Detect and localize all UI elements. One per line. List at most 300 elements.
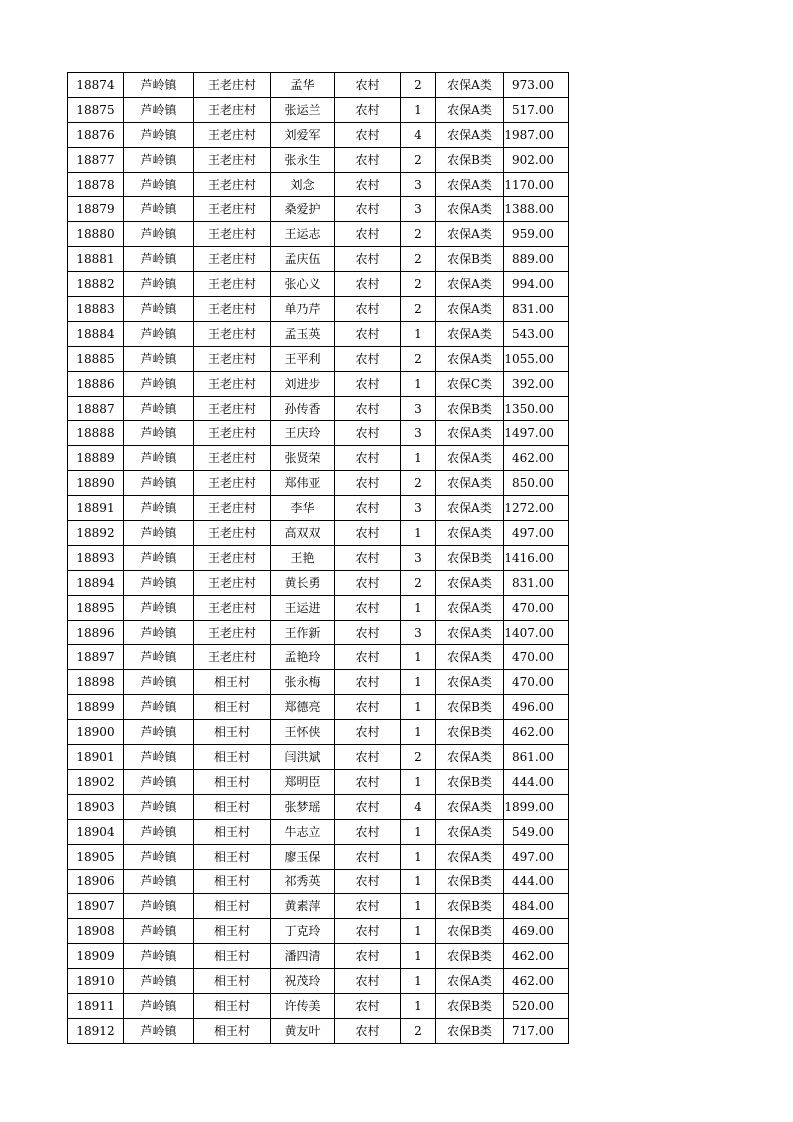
record-id-cell: 18911 <box>68 993 124 1018</box>
table-row <box>68 545 569 570</box>
village-cell: 王老庄村 <box>194 496 271 521</box>
name-cell: 王艳 <box>271 545 335 570</box>
category-cell: 农保A类 <box>436 819 504 844</box>
record-id-cell: 18875 <box>68 97 124 122</box>
amount-cell: 462.00 <box>504 720 569 745</box>
category-cell: 农保A类 <box>436 745 504 770</box>
town-cell: 芦岭镇 <box>124 272 194 297</box>
record-id-cell: 18904 <box>68 819 124 844</box>
name-cell: 孟华 <box>271 73 335 98</box>
category-cell: 农保A类 <box>436 446 504 471</box>
town-cell: 芦岭镇 <box>124 670 194 695</box>
table-row <box>68 595 569 620</box>
village-cell: 相王村 <box>194 894 271 919</box>
town-cell: 芦岭镇 <box>124 869 194 894</box>
record-id-cell: 18897 <box>68 645 124 670</box>
village-cell: 相王村 <box>194 944 271 969</box>
table-row <box>68 272 569 297</box>
table-body <box>68 73 569 1044</box>
village-cell: 王老庄村 <box>194 297 271 322</box>
table-row <box>68 695 569 720</box>
amount-cell: 1407.00 <box>504 620 569 645</box>
name-cell: 张贤荣 <box>271 446 335 471</box>
name-cell: 张永梅 <box>271 670 335 695</box>
town-cell: 芦岭镇 <box>124 595 194 620</box>
record-id-cell: 18889 <box>68 446 124 471</box>
town-cell: 芦岭镇 <box>124 496 194 521</box>
name-cell: 孙传香 <box>271 396 335 421</box>
household-type-cell: 农村 <box>335 894 401 919</box>
household-type-cell: 农村 <box>335 297 401 322</box>
record-id-cell: 18910 <box>68 969 124 994</box>
village-cell: 王老庄村 <box>194 73 271 98</box>
name-cell: 黄友叶 <box>271 1018 335 1043</box>
category-cell: 农保A类 <box>436 595 504 620</box>
family-size-cell: 3 <box>401 496 436 521</box>
name-cell: 刘进步 <box>271 371 335 396</box>
category-cell: 农保B类 <box>436 720 504 745</box>
category-cell: 农保A类 <box>436 321 504 346</box>
record-id-cell: 18876 <box>68 122 124 147</box>
town-cell: 芦岭镇 <box>124 993 194 1018</box>
family-size-cell: 1 <box>401 769 436 794</box>
amount-cell: 1497.00 <box>504 421 569 446</box>
table-row <box>68 446 569 471</box>
family-size-cell: 1 <box>401 969 436 994</box>
town-cell: 芦岭镇 <box>124 446 194 471</box>
category-cell: 农保A类 <box>436 272 504 297</box>
town-cell: 芦岭镇 <box>124 346 194 371</box>
town-cell: 芦岭镇 <box>124 297 194 322</box>
family-size-cell: 4 <box>401 122 436 147</box>
family-size-cell: 1 <box>401 371 436 396</box>
family-size-cell: 1 <box>401 894 436 919</box>
record-id-cell: 18907 <box>68 894 124 919</box>
category-cell: 农保A类 <box>436 844 504 869</box>
village-cell: 相王村 <box>194 819 271 844</box>
family-size-cell: 3 <box>401 545 436 570</box>
household-type-cell: 农村 <box>335 147 401 172</box>
category-cell: 农保B类 <box>436 396 504 421</box>
name-cell: 桑爱护 <box>271 197 335 222</box>
family-size-cell: 1 <box>401 944 436 969</box>
town-cell: 芦岭镇 <box>124 645 194 670</box>
family-size-cell: 4 <box>401 794 436 819</box>
record-id-cell: 18896 <box>68 620 124 645</box>
family-size-cell: 3 <box>401 421 436 446</box>
table-row <box>68 197 569 222</box>
family-size-cell: 2 <box>401 147 436 172</box>
record-id-cell: 18898 <box>68 670 124 695</box>
category-cell: 农保A类 <box>436 620 504 645</box>
table-row <box>68 869 569 894</box>
table-row <box>68 894 569 919</box>
table-row <box>68 969 569 994</box>
table-row <box>68 670 569 695</box>
name-cell: 祝茂玲 <box>271 969 335 994</box>
family-size-cell: 2 <box>401 222 436 247</box>
family-size-cell: 1 <box>401 993 436 1018</box>
record-id-cell: 18900 <box>68 720 124 745</box>
category-cell: 农保A类 <box>436 172 504 197</box>
household-type-cell: 农村 <box>335 769 401 794</box>
name-cell: 牛志立 <box>271 819 335 844</box>
amount-cell: 889.00 <box>504 247 569 272</box>
amount-cell: 973.00 <box>504 73 569 98</box>
amount-cell: 959.00 <box>504 222 569 247</box>
village-cell: 王老庄村 <box>194 172 271 197</box>
village-cell: 相王村 <box>194 769 271 794</box>
record-id-cell: 18882 <box>68 272 124 297</box>
record-id-cell: 18879 <box>68 197 124 222</box>
category-cell: 农保A类 <box>436 222 504 247</box>
table-row <box>68 570 569 595</box>
table-row <box>68 794 569 819</box>
table-row <box>68 247 569 272</box>
village-cell: 王老庄村 <box>194 197 271 222</box>
town-cell: 芦岭镇 <box>124 570 194 595</box>
table-row <box>68 620 569 645</box>
record-id-cell: 18909 <box>68 944 124 969</box>
household-type-cell: 农村 <box>335 819 401 844</box>
name-cell: 高双双 <box>271 521 335 546</box>
category-cell: 农保A类 <box>436 346 504 371</box>
town-cell: 芦岭镇 <box>124 720 194 745</box>
category-cell: 农保B类 <box>436 545 504 570</box>
household-type-cell: 农村 <box>335 521 401 546</box>
amount-cell: 831.00 <box>504 570 569 595</box>
family-size-cell: 2 <box>401 346 436 371</box>
village-cell: 王老庄村 <box>194 272 271 297</box>
household-type-cell: 农村 <box>335 73 401 98</box>
family-size-cell: 2 <box>401 1018 436 1043</box>
table-row <box>68 346 569 371</box>
record-id-cell: 18890 <box>68 471 124 496</box>
category-cell: 农保A类 <box>436 670 504 695</box>
household-type-cell: 农村 <box>335 321 401 346</box>
record-id-cell: 18893 <box>68 545 124 570</box>
table-row <box>68 919 569 944</box>
village-cell: 王老庄村 <box>194 222 271 247</box>
record-id-cell: 18901 <box>68 745 124 770</box>
category-cell: 农保B类 <box>436 894 504 919</box>
record-id-cell: 18906 <box>68 869 124 894</box>
record-id-cell: 18877 <box>68 147 124 172</box>
village-cell: 王老庄村 <box>194 545 271 570</box>
name-cell: 郑伟亚 <box>271 471 335 496</box>
family-size-cell: 1 <box>401 521 436 546</box>
table-row <box>68 222 569 247</box>
town-cell: 芦岭镇 <box>124 844 194 869</box>
household-type-cell: 农村 <box>335 1018 401 1043</box>
family-size-cell: 1 <box>401 645 436 670</box>
family-size-cell: 3 <box>401 197 436 222</box>
table-row <box>68 122 569 147</box>
category-cell: 农保B类 <box>436 695 504 720</box>
village-cell: 王老庄村 <box>194 371 271 396</box>
category-cell: 农保B类 <box>436 147 504 172</box>
town-cell: 芦岭镇 <box>124 247 194 272</box>
town-cell: 芦岭镇 <box>124 695 194 720</box>
table-row <box>68 993 569 1018</box>
household-type-cell: 农村 <box>335 97 401 122</box>
name-cell: 祁秀英 <box>271 869 335 894</box>
name-cell: 丁克玲 <box>271 919 335 944</box>
amount-cell: 1170.00 <box>504 172 569 197</box>
table-row <box>68 769 569 794</box>
village-cell: 相王村 <box>194 720 271 745</box>
household-type-cell: 农村 <box>335 197 401 222</box>
family-size-cell: 1 <box>401 695 436 720</box>
family-size-cell: 3 <box>401 396 436 421</box>
household-type-cell: 农村 <box>335 570 401 595</box>
village-cell: 王老庄村 <box>194 521 271 546</box>
village-cell: 王老庄村 <box>194 645 271 670</box>
amount-cell: 902.00 <box>504 147 569 172</box>
category-cell: 农保A类 <box>436 794 504 819</box>
village-cell: 王老庄村 <box>194 471 271 496</box>
village-cell: 王老庄村 <box>194 346 271 371</box>
amount-cell: 543.00 <box>504 321 569 346</box>
table-row <box>68 1018 569 1043</box>
table-row <box>68 521 569 546</box>
table-row <box>68 97 569 122</box>
amount-cell: 1388.00 <box>504 197 569 222</box>
town-cell: 芦岭镇 <box>124 172 194 197</box>
village-cell: 王老庄村 <box>194 321 271 346</box>
category-cell: 农保A类 <box>436 496 504 521</box>
record-id-cell: 18883 <box>68 297 124 322</box>
town-cell: 芦岭镇 <box>124 1018 194 1043</box>
amount-cell: 1350.00 <box>504 396 569 421</box>
name-cell: 王运志 <box>271 222 335 247</box>
category-cell: 农保A类 <box>436 97 504 122</box>
family-size-cell: 1 <box>401 97 436 122</box>
category-cell: 农保A类 <box>436 645 504 670</box>
town-cell: 芦岭镇 <box>124 73 194 98</box>
category-cell: 农保C类 <box>436 371 504 396</box>
category-cell: 农保A类 <box>436 297 504 322</box>
name-cell: 孟玉英 <box>271 321 335 346</box>
category-cell: 农保B类 <box>436 1018 504 1043</box>
category-cell: 农保A类 <box>436 471 504 496</box>
village-cell: 王老庄村 <box>194 97 271 122</box>
record-id-cell: 18892 <box>68 521 124 546</box>
amount-cell: 462.00 <box>504 446 569 471</box>
table-row <box>68 496 569 521</box>
table-row <box>68 371 569 396</box>
village-cell: 相王村 <box>194 844 271 869</box>
household-type-cell: 农村 <box>335 247 401 272</box>
name-cell: 单乃芹 <box>271 297 335 322</box>
table-row <box>68 819 569 844</box>
name-cell: 许传美 <box>271 993 335 1018</box>
town-cell: 芦岭镇 <box>124 894 194 919</box>
amount-cell: 444.00 <box>504 869 569 894</box>
village-cell: 相王村 <box>194 969 271 994</box>
town-cell: 芦岭镇 <box>124 396 194 421</box>
village-cell: 王老庄村 <box>194 421 271 446</box>
name-cell: 张永生 <box>271 147 335 172</box>
name-cell: 孟庆伍 <box>271 247 335 272</box>
family-size-cell: 2 <box>401 297 436 322</box>
town-cell: 芦岭镇 <box>124 769 194 794</box>
table-row <box>68 73 569 98</box>
household-type-cell: 农村 <box>335 172 401 197</box>
record-id-cell: 18905 <box>68 844 124 869</box>
record-id-cell: 18912 <box>68 1018 124 1043</box>
village-cell: 相王村 <box>194 745 271 770</box>
amount-cell: 444.00 <box>504 769 569 794</box>
family-size-cell: 3 <box>401 620 436 645</box>
village-cell: 王老庄村 <box>194 147 271 172</box>
amount-cell: 549.00 <box>504 819 569 844</box>
name-cell: 郑明臣 <box>271 769 335 794</box>
village-cell: 相王村 <box>194 993 271 1018</box>
household-type-cell: 农村 <box>335 844 401 869</box>
household-type-cell: 农村 <box>335 595 401 620</box>
town-cell: 芦岭镇 <box>124 222 194 247</box>
amount-cell: 1272.00 <box>504 496 569 521</box>
amount-cell: 462.00 <box>504 944 569 969</box>
family-size-cell: 1 <box>401 446 436 471</box>
family-size-cell: 1 <box>401 670 436 695</box>
category-cell: 农保A类 <box>436 122 504 147</box>
record-id-cell: 18878 <box>68 172 124 197</box>
amount-cell: 1987.00 <box>504 122 569 147</box>
village-cell: 相王村 <box>194 670 271 695</box>
town-cell: 芦岭镇 <box>124 97 194 122</box>
record-id-cell: 18886 <box>68 371 124 396</box>
village-cell: 王老庄村 <box>194 595 271 620</box>
category-cell: 农保B类 <box>436 919 504 944</box>
record-id-cell: 18895 <box>68 595 124 620</box>
record-id-cell: 18903 <box>68 794 124 819</box>
household-type-cell: 农村 <box>335 545 401 570</box>
family-size-cell: 2 <box>401 570 436 595</box>
table-row <box>68 745 569 770</box>
table-row <box>68 297 569 322</box>
household-type-cell: 农村 <box>335 446 401 471</box>
household-type-cell: 农村 <box>335 695 401 720</box>
amount-cell: 1416.00 <box>504 545 569 570</box>
name-cell: 张梦瑶 <box>271 794 335 819</box>
amount-cell: 1055.00 <box>504 346 569 371</box>
category-cell: 农保A类 <box>436 197 504 222</box>
household-type-cell: 农村 <box>335 122 401 147</box>
town-cell: 芦岭镇 <box>124 521 194 546</box>
amount-cell: 392.00 <box>504 371 569 396</box>
name-cell: 王庆玲 <box>271 421 335 446</box>
household-type-cell: 农村 <box>335 371 401 396</box>
household-type-cell: 农村 <box>335 969 401 994</box>
category-cell: 农保B类 <box>436 869 504 894</box>
record-id-cell: 18880 <box>68 222 124 247</box>
category-cell: 农保A类 <box>436 73 504 98</box>
record-id-cell: 18908 <box>68 919 124 944</box>
name-cell: 张运兰 <box>271 97 335 122</box>
household-type-cell: 农村 <box>335 944 401 969</box>
village-cell: 相王村 <box>194 869 271 894</box>
family-size-cell: 1 <box>401 919 436 944</box>
record-id-cell: 18874 <box>68 73 124 98</box>
name-cell: 刘念 <box>271 172 335 197</box>
amount-cell: 470.00 <box>504 645 569 670</box>
town-cell: 芦岭镇 <box>124 919 194 944</box>
amount-cell: 1899.00 <box>504 794 569 819</box>
town-cell: 芦岭镇 <box>124 471 194 496</box>
allowance-table <box>67 72 569 1044</box>
town-cell: 芦岭镇 <box>124 745 194 770</box>
amount-cell: 717.00 <box>504 1018 569 1043</box>
table-row <box>68 720 569 745</box>
village-cell: 相王村 <box>194 794 271 819</box>
household-type-cell: 农村 <box>335 794 401 819</box>
household-type-cell: 农村 <box>335 720 401 745</box>
amount-cell: 994.00 <box>504 272 569 297</box>
amount-cell: 517.00 <box>504 97 569 122</box>
village-cell: 相王村 <box>194 919 271 944</box>
village-cell: 相王村 <box>194 695 271 720</box>
amount-cell: 484.00 <box>504 894 569 919</box>
name-cell: 潘四清 <box>271 944 335 969</box>
record-id-cell: 18894 <box>68 570 124 595</box>
family-size-cell: 1 <box>401 321 436 346</box>
town-cell: 芦岭镇 <box>124 545 194 570</box>
name-cell: 李华 <box>271 496 335 521</box>
family-size-cell: 2 <box>401 272 436 297</box>
town-cell: 芦岭镇 <box>124 122 194 147</box>
amount-cell: 831.00 <box>504 297 569 322</box>
family-size-cell: 2 <box>401 471 436 496</box>
village-cell: 王老庄村 <box>194 446 271 471</box>
table-row <box>68 471 569 496</box>
town-cell: 芦岭镇 <box>124 197 194 222</box>
village-cell: 相王村 <box>194 1018 271 1043</box>
town-cell: 芦岭镇 <box>124 620 194 645</box>
village-cell: 王老庄村 <box>194 570 271 595</box>
family-size-cell: 1 <box>401 819 436 844</box>
family-size-cell: 1 <box>401 720 436 745</box>
table-row <box>68 944 569 969</box>
name-cell: 刘爱军 <box>271 122 335 147</box>
village-cell: 王老庄村 <box>194 122 271 147</box>
town-cell: 芦岭镇 <box>124 421 194 446</box>
name-cell: 王平利 <box>271 346 335 371</box>
household-type-cell: 农村 <box>335 346 401 371</box>
household-type-cell: 农村 <box>335 670 401 695</box>
family-size-cell: 1 <box>401 869 436 894</box>
category-cell: 农保A类 <box>436 969 504 994</box>
name-cell: 黄长勇 <box>271 570 335 595</box>
household-type-cell: 农村 <box>335 496 401 521</box>
household-type-cell: 农村 <box>335 745 401 770</box>
category-cell: 农保B类 <box>436 769 504 794</box>
family-size-cell: 3 <box>401 172 436 197</box>
household-type-cell: 农村 <box>335 869 401 894</box>
table-row <box>68 172 569 197</box>
household-type-cell: 农村 <box>335 272 401 297</box>
table-row <box>68 844 569 869</box>
record-id-cell: 18887 <box>68 396 124 421</box>
table-row <box>68 321 569 346</box>
household-type-cell: 农村 <box>335 645 401 670</box>
name-cell: 廖玉保 <box>271 844 335 869</box>
record-id-cell: 18881 <box>68 247 124 272</box>
family-size-cell: 2 <box>401 73 436 98</box>
record-id-cell: 18891 <box>68 496 124 521</box>
name-cell: 闫洪斌 <box>271 745 335 770</box>
